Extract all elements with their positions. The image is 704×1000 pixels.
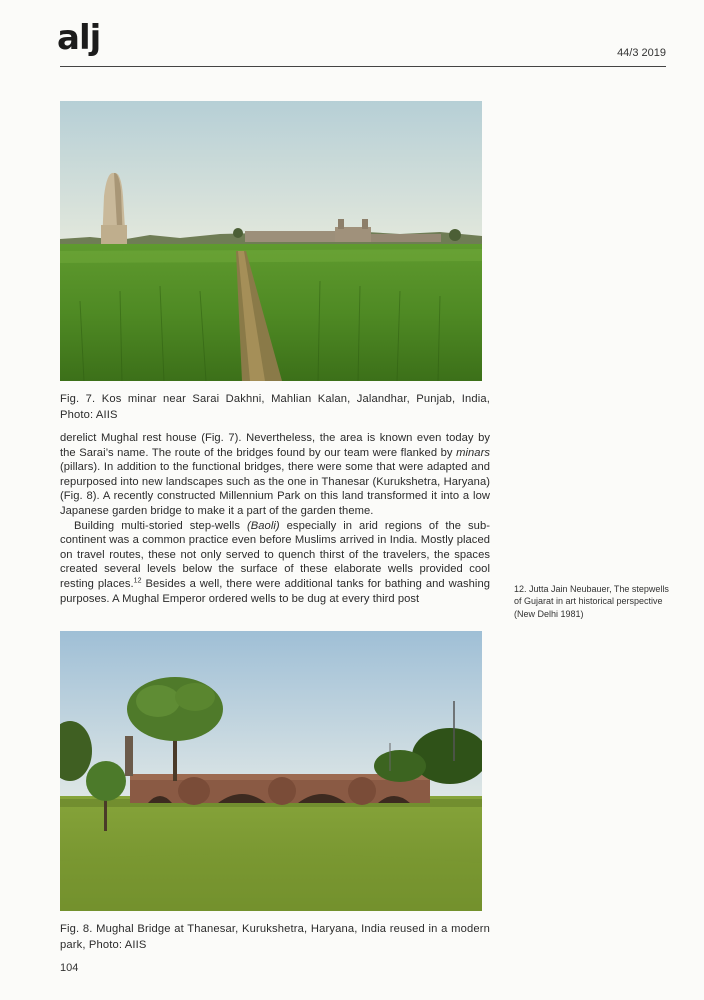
journal-logo: alj — [57, 18, 101, 58]
figure-7-photo — [60, 101, 482, 381]
text-run: Besides a well, there were additional tanks for bathing and washing purposes. A Mughal Emperor ordered wells to be dug at every third post — [60, 577, 490, 605]
kos-minar-field-image — [60, 101, 482, 381]
figure-7-caption: Fig. 7. Kos minar near Sarai Dakhni, Mahlian Kalan, Jalandhar, Punjab, India, Photo: AIIS — [60, 393, 490, 421]
footnote-12: 12. Jutta Jain Neubauer, The stepwells of Gujarat in art historical perspective (New Delhi 1981) — [514, 584, 669, 619]
body-text — [60, 431, 490, 606]
figure-8-photo — [60, 631, 482, 911]
mughal-bridge-park-image — [60, 631, 482, 911]
text-run: (pillars). In addition to the functional bridges, there were some that were adapted and repurposed into new landscapes such as the one in Thanesar (Kurukshetra, Haryana) (Fig. 8). A recently constructed Millennium Park on this land transformed it into a low Japanese garden bridge to make it a part of the garden theme. — [60, 461, 490, 517]
italic-term: minars — [456, 446, 490, 459]
text-run: derelict Mughal rest house (Fig. 7). Nevertheless, the area is known even today by the Sarai’s name. The route of the bridges found by our team were flanked by — [60, 432, 490, 459]
footnote-ref[interactable]: 12 — [133, 577, 142, 585]
italic-term: (Baoli) — [246, 519, 280, 532]
header-rule — [60, 66, 666, 67]
figure-8-caption: Fig. 8. Mughal Bridge at Thanesar, Kurukshetra, Haryana, India reused in a modern park, Photo: AIIS — [60, 923, 490, 951]
text-run: especially in arid regions of the sub-continent was a common practice even before Muslims arrived in India. Mostly placed on travel routes, these not only served to quench thirst of the travelers, the spaces created several levels below the surface of these elaborate wells provided cool resting places. — [60, 519, 490, 590]
paragraph — [60, 431, 490, 519]
issue-number: 44/3 2019 — [617, 47, 666, 59]
page-number: 104 — [60, 962, 79, 974]
text-run: Building multi-storied step-wells — [74, 519, 247, 532]
paragraph — [60, 519, 490, 607]
